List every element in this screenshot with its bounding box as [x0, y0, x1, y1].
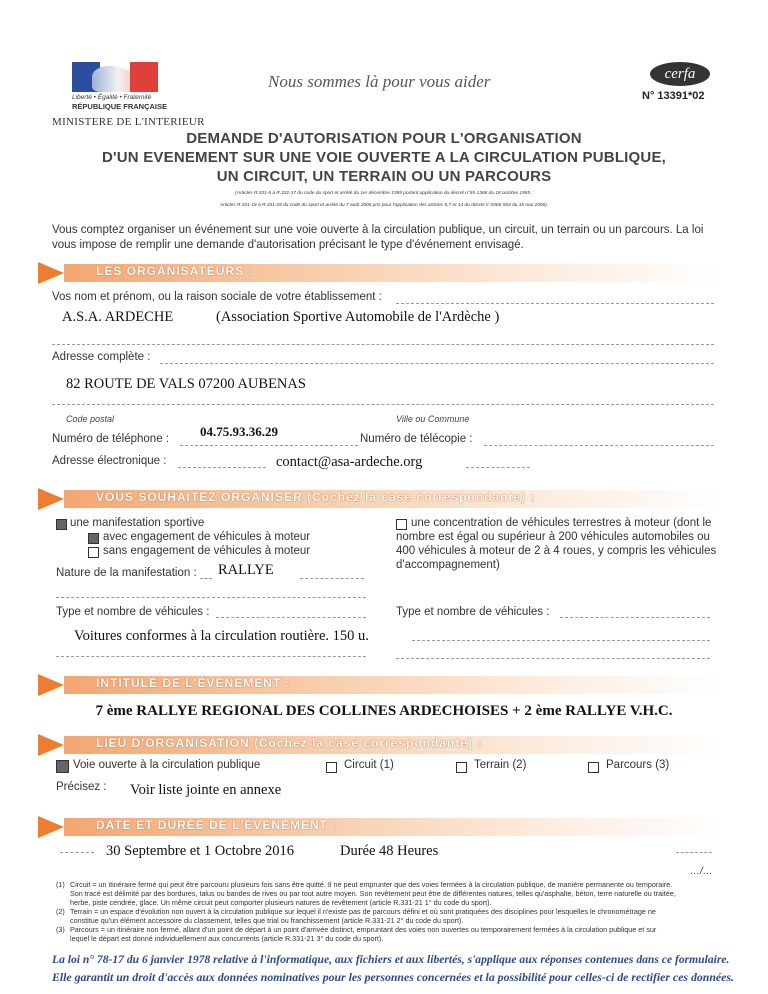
- date-line-left: [60, 852, 94, 853]
- phone-value[interactable]: 04.75.93.36.29: [200, 424, 278, 439]
- nature-label: Nature de la manifestation :: [56, 567, 197, 579]
- precisez-label: Précisez :: [56, 781, 107, 793]
- republic-motto: Liberté • Égalité • Fraternité: [72, 94, 152, 101]
- references-line1: (Articles R.331-6 à R.331-17 du code du sport et arrêté du 1er décembre 1959 portant application du décret n°55-1366 du 18 octobre 1955 ;: [235, 191, 533, 196]
- type-label-left: Type et nombre de véhicules :: [56, 606, 210, 618]
- intro-line2: vous impose de remplir une demande d'autorisation précisant le type d'événement envisagé.: [52, 239, 524, 251]
- opt-concentration-3: 400 véhicules à moteur de 2 à 4 roues, y compris les véhicules: [396, 545, 717, 557]
- footnote-3-num: (3): [56, 925, 65, 934]
- email-value[interactable]: contact@asa-ardeche.org: [276, 454, 423, 470]
- type-line-left-2: [56, 656, 366, 657]
- footnote-2-line2: constitue qu'un élément accessoire du classement, telles que trial ou franchissement (article R.331-21 2° du code du sport).: [70, 916, 464, 925]
- type-line-left: [216, 617, 366, 618]
- nature-line-left: [200, 578, 212, 579]
- footnote-1-num: (1): [56, 880, 65, 889]
- postal-label: Code postal: [66, 414, 115, 424]
- opt-circuit-label: Circuit (1): [344, 759, 394, 771]
- checkbox-circuit[interactable]: [326, 762, 337, 773]
- opt-concentration-2: nombre est égal ou supérieur à 200 véhicules automobiles ou: [396, 531, 710, 543]
- footnote-3-line1: Parcours = un itinéraire non fermé, allant d'un point de départ à un point d'arrivée distinct, empruntant des voies non ouvertes ou temporairement fermées à la circulation publique et sur: [70, 925, 657, 934]
- fax-label: Numéro de télécopie :: [360, 433, 473, 445]
- checkbox-terrain[interactable]: [456, 762, 467, 773]
- form-title-line1: DEMANDE D'AUTORISATION POUR L'ORGANISATION: [186, 130, 582, 147]
- checkbox-concentration[interactable]: [396, 519, 407, 530]
- type-line-right-3: [396, 658, 710, 659]
- footnote-2-num: (2): [56, 907, 65, 916]
- name-value-detail[interactable]: (Association Sportive Automobile de l'Ardèche ): [216, 309, 500, 325]
- opt-parcours-label: Parcours (3): [606, 759, 670, 771]
- section-date: [38, 816, 728, 838]
- address-value[interactable]: 82 ROUTE DE VALS 07200 AUBENAS: [66, 376, 306, 392]
- opt-sans-label: sans engagement de véhicules à moteur: [103, 545, 311, 557]
- type-line-right-2: [412, 640, 710, 641]
- checkbox-parcours[interactable]: [588, 762, 599, 773]
- footnote-3-line2: lequel le départ est donné individuellement aux concurrents (article R.331-21 3° du code du sport).: [70, 934, 384, 943]
- email-line-left: [178, 467, 266, 468]
- opt-avec-label: avec engagement de véhicules à moteur: [103, 531, 311, 543]
- opt-sport-label: une manifestation sportive: [70, 517, 205, 529]
- ministry-name: MINISTERE DE L'INTERIEUR: [52, 116, 205, 128]
- duree-value[interactable]: Durée 48 Heures: [340, 843, 439, 859]
- event-title-value[interactable]: 7 ème RALLYE REGIONAL DES COLLINES ARDECHOISES + 2 ème RALLYE V.H.C.: [95, 703, 673, 719]
- nature-line-right: [300, 578, 364, 579]
- address-line: [160, 363, 714, 364]
- references-line2: Articles R.331-18 à R.331-28 du code du sport et arrêté du 7 août 2006 pris pour l'application des articles 5,7 et 14 du décret n°2006-554 du 16 mai 2006).: [219, 203, 549, 208]
- opt-concentration-4: d'accompagnement): [396, 559, 500, 571]
- cerfa-number: N° 13391*02: [642, 90, 705, 102]
- opt-concentration-1: une concentration de véhicules terrestres à moteur (dont le: [411, 517, 712, 529]
- form-title-line3: UN CIRCUIT, UN TERRAIN OU UN PARCOURS: [216, 168, 552, 185]
- continued-mark: …/…: [690, 866, 713, 877]
- section-souhaitez-title: VOUS SOUHAITEZ ORGANISER (Cochez la case correspondante) :: [96, 490, 536, 504]
- footnote-1-line1: Circuit = un itinéraire fermé qui peut être parcouru plusieurs fois sans être quitté. Il ne peut emprunter que des voies fermées à la circulation publique, de manière permanente ou temporaire.: [70, 880, 673, 889]
- cerfa-logo: cerfa: [650, 62, 710, 86]
- section-intitule: [38, 674, 728, 696]
- dates-value[interactable]: 30 Septembre et 1 Octobre 2016: [106, 843, 295, 859]
- fax-line: [484, 445, 714, 446]
- checkbox-sans-engagement[interactable]: [88, 547, 99, 558]
- phone-label: Numéro de téléphone :: [52, 433, 169, 445]
- footnote-1-line3: herbe, piste cendrée, glace. Un même circuit peut comporter plusieurs natures de revêtement (article R.331-21 1° du code du sport).: [70, 898, 492, 907]
- section-lieu: [38, 734, 728, 756]
- email-label: Adresse électronique :: [52, 455, 167, 467]
- type-value[interactable]: Voitures conformes à la circulation routière. 150 u.: [74, 628, 369, 644]
- checkbox-avec-engagement[interactable]: [88, 533, 99, 544]
- section-organisateurs-title: LES ORGANISATEURS :: [96, 264, 254, 278]
- phone-line: [180, 445, 358, 446]
- section-organisateurs: [38, 262, 728, 284]
- date-line-right: [676, 852, 712, 853]
- marianne-logo: [72, 62, 158, 92]
- footnote-1-line2: Son tracé est délimité par des bordures, talus ou bandes de rives ou par tout autre moyen. Son revêtement peut être de différentes natures, telles qu'asphalte, béton, terre naturelle ou traitée,: [70, 889, 676, 898]
- opt-terrain-label: Terrain (2): [474, 759, 527, 771]
- opt-voie-label: Voie ouverte à la circulation publique: [73, 759, 261, 771]
- republic-name: RÉPUBLIQUE FRANÇAISE: [72, 102, 168, 111]
- checkbox-manifestation-sportive[interactable]: [56, 519, 67, 530]
- email-line-right: [466, 467, 530, 468]
- type-line-right: [560, 617, 710, 618]
- name-line: [396, 303, 714, 304]
- address-line-2: [52, 404, 714, 405]
- section-intitule-title: INTITULÉ DE L'ÉVÉNEMENT :: [96, 676, 291, 690]
- form-title-line2: D'UN EVENEMENT SUR UNE VOIE OUVERTE A LA CIRCULATION PUBLIQUE,: [101, 149, 667, 166]
- law-line2: Elle garantit un droit d'accès aux données nominatives pour les personnes concernées et la possibilité pour celles-ci de rectifier ces données.: [52, 970, 734, 984]
- tagline: Nous sommes là pour vous aider: [268, 72, 491, 91]
- name-label: Vos nom et prénom, ou la raison sociale de votre établissement :: [52, 291, 382, 303]
- name-line-2: [52, 344, 714, 345]
- checkbox-voie-ouverte[interactable]: [56, 760, 69, 773]
- section-date-title: DATE ET DURÉE DE L'ÉVÉNEMENT :: [96, 818, 338, 832]
- name-value[interactable]: A.S.A. ARDECHE: [62, 309, 174, 325]
- nature-value[interactable]: RALLYE: [218, 562, 274, 578]
- city-label: Ville ou Commune: [396, 414, 470, 424]
- precisez-value[interactable]: Voir liste jointe en annexe: [130, 782, 282, 798]
- address-label: Adresse complète :: [52, 351, 151, 363]
- nature-line-2: [56, 597, 366, 598]
- intro-line1: Vous comptez organiser un événement sur une voie ouverte à la circulation publique, un circuit, un terrain ou un parcours. La loi: [52, 224, 704, 236]
- section-lieu-title: LIEU D'ORGANISATION (Cochez la case correspondante) :: [96, 736, 483, 750]
- footnote-2-line1: Terrain = un espace d'évolution non ouvert à la circulation publique sur lequel il n'existe pas de parcours défini et où sont pratiquées des disciplines pour lesquelles le chronométrage ne: [70, 907, 656, 916]
- type-label-right: Type et nombre de véhicules :: [396, 606, 550, 618]
- law-line1: La loi n° 78-17 du 6 janvier 1978 relative à l'informatique, aux fichiers et aux libertés, s'applique aux réponses contenues dans ce formulaire.: [52, 953, 730, 966]
- section-souhaitez: [38, 488, 728, 510]
